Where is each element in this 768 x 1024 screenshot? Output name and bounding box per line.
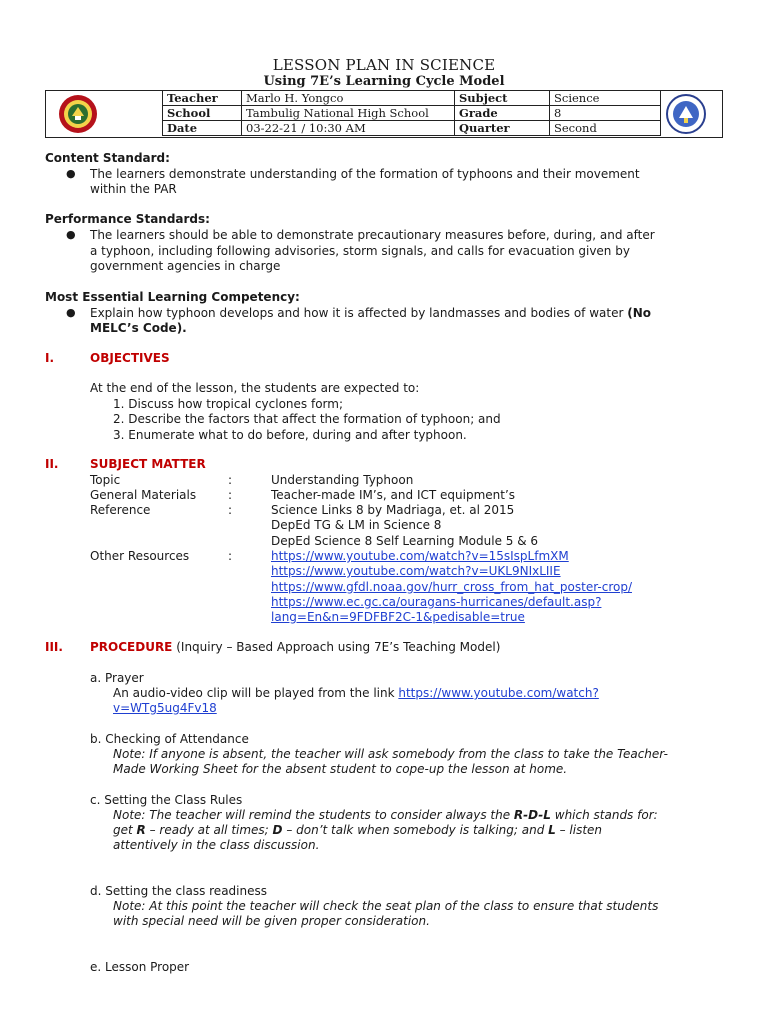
rules-note1: Note: The teacher will remind the students to consider always the R-D-L which stands for: [113, 808, 658, 822]
colon: : [228, 503, 233, 517]
performance-standards-heading: Performance Standards: [45, 212, 210, 226]
objectives-numeral: I. [45, 351, 55, 365]
attendance-note1: Note: If anyone is absent, the teacher will ask somebody from the class to take the Teacher- [113, 747, 668, 761]
quarter-label: Quarter [455, 121, 550, 136]
resource-link[interactable]: https://www.ec.gc.ca/ouragans-hurricanes/default.asp? [271, 595, 602, 609]
school-seal-icon [58, 94, 98, 134]
reference-label: Reference [90, 503, 151, 517]
rules-note2: get R – ready at all times; D – don’t talk when somebody is talking; and L – listen [113, 823, 603, 837]
procedure-subtitle: (Inquiry – Based Approach using 7E’s Teaching Model) [176, 640, 501, 654]
prayer-link-continued[interactable]: v=WTg5ug4Fv18 [113, 701, 217, 715]
subject-matter-heading: SUBJECT MATTER [90, 457, 206, 471]
performance-line2: a typhoon, including following advisories, storm signals, and calls for evacuation given by [90, 244, 630, 258]
procedure-heading-line [90, 640, 500, 656]
header-info-box [45, 90, 723, 138]
teacher-label: Teacher [163, 91, 242, 106]
list-item: 2. Describe the factors that affect the formation of typhoon; and [113, 412, 501, 426]
document-title: LESSON PLAN IN SCIENCE [272, 56, 496, 74]
content-standard-line2: within the PAR [90, 182, 177, 196]
quarter-value: Second [550, 121, 661, 136]
list-item: 3. Enumerate what to do before, during and after typhoon. [113, 428, 467, 442]
attendance-note2: Made Working Sheet for the absent student to cope-up the lesson at home. [113, 762, 568, 776]
colon: : [228, 473, 233, 487]
readiness-label: d. Setting the class readiness [90, 884, 267, 898]
school-value: Tambulig National High School [242, 106, 455, 121]
objectives-heading: OBJECTIVES [90, 351, 170, 365]
performance-line1: The learners should be able to demonstrate precautionary measures before, during, and after [90, 228, 655, 242]
resources-label: Other Resources [90, 549, 190, 563]
table-row [163, 106, 661, 121]
table-row [163, 121, 661, 136]
grade-value: 8 [550, 106, 661, 121]
deped-seal-icon [666, 94, 706, 134]
bullet-icon: ● [66, 228, 76, 241]
topic-label: Topic [90, 473, 121, 487]
attendance-label: b. Checking of Attendance [90, 732, 249, 746]
bullet-icon: ● [66, 167, 76, 180]
rules-label: c. Setting the Class Rules [90, 793, 243, 807]
materials-value: Teacher-made IM’s, and ICT equipment’s [271, 488, 516, 502]
date-label: Date [163, 121, 242, 136]
resource-link[interactable]: lang=En&n=9FDFBF2C-1&pedisable=true [271, 610, 525, 624]
subject-matter-numeral: II. [45, 457, 59, 471]
prayer-text: An audio-video clip will be played from the link https://www.youtube.com/watch? [113, 686, 599, 700]
resource-link[interactable]: https://www.youtube.com/watch?v=UKL9NIxLIIE [271, 564, 561, 578]
header-info-table [162, 90, 661, 136]
colon: : [228, 488, 233, 502]
content-standard-line1: The learners demonstrate understanding of the formation of typhoons and their movement [90, 167, 640, 181]
subject-value: Science [550, 91, 661, 106]
date-value: 03-22-21 / 10:30 AM [242, 121, 455, 136]
grade-label: Grade [455, 106, 550, 121]
procedure-heading: PROCEDURE [90, 640, 173, 654]
melc-line1: Explain how typhoon develops and how it is affected by landmasses and bodies of water (No [90, 306, 652, 320]
reference-item: Science Links 8 by Madriaga, et. al 2015 [271, 503, 515, 517]
list-item: 1. Discuss how tropical cyclones form; [113, 397, 344, 411]
prayer-label: a. Prayer [90, 671, 144, 685]
topic-value: Understanding Typhoon [271, 473, 414, 487]
lesson-proper-label: e. Lesson Proper [90, 960, 190, 974]
melc-line2: MELC’s Code). [90, 321, 187, 335]
readiness-note1: Note: At this point the teacher will check the seat plan of the class to ensure that students [113, 899, 659, 913]
school-label: School [163, 106, 242, 121]
teacher-value: Marlo H. Yongco [242, 91, 455, 106]
rules-note3: attentively in the class discussion. [113, 838, 320, 852]
procedure-numeral: III. [45, 640, 63, 654]
document-subtitle: Using 7E’s Learning Cycle Model [263, 74, 505, 89]
performance-line3: government agencies in charge [90, 259, 281, 273]
materials-label: General Materials [90, 488, 197, 502]
reference-item: DepEd TG & LM in Science 8 [271, 518, 442, 532]
reference-item: DepEd Science 8 Self Learning Module 5 & 6 [271, 534, 539, 548]
objectives-intro: At the end of the lesson, the students are expected to: [90, 381, 420, 395]
bullet-icon: ● [66, 306, 76, 319]
readiness-note2: with special need will be given proper consideration. [113, 914, 430, 928]
melc-heading: Most Essential Learning Competency: [45, 290, 300, 304]
colon: : [228, 549, 233, 563]
prayer-link[interactable]: https://www.youtube.com/watch? [398, 686, 599, 700]
resource-link[interactable]: https://www.youtube.com/watch?v=15sIspLfmXM [271, 549, 569, 563]
table-row [163, 91, 661, 106]
resource-link[interactable]: https://www.gfdl.noaa.gov/hurr_cross_from_hat_poster-crop/ [271, 580, 632, 594]
subject-label: Subject [455, 91, 550, 106]
content-standard-heading: Content Standard: [45, 151, 170, 165]
